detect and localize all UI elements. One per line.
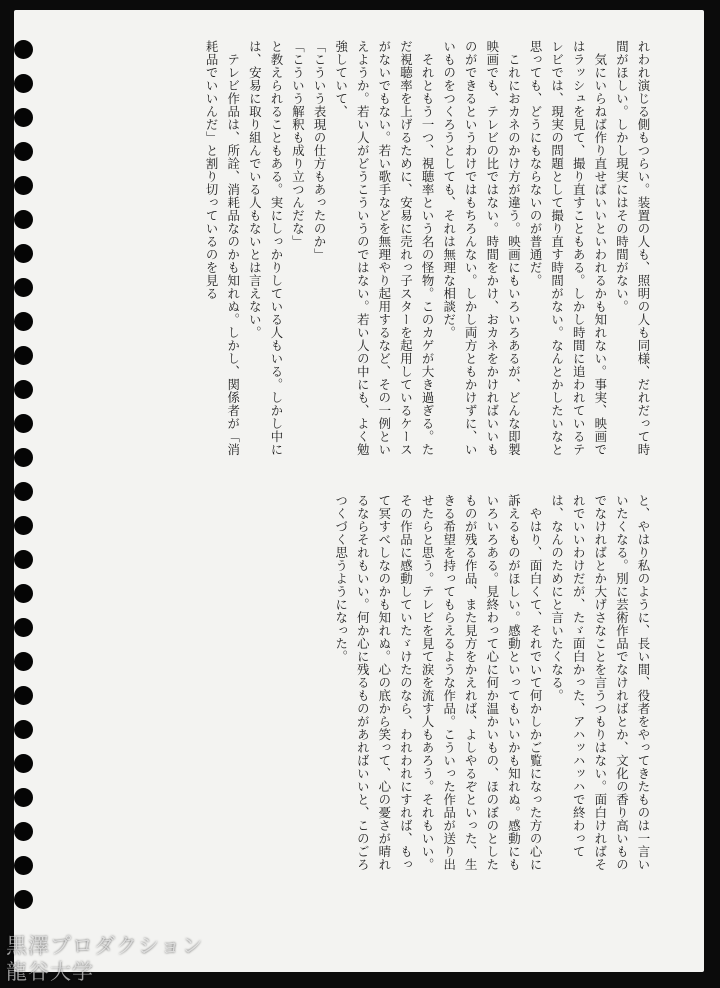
paragraph: テレビ作品は、所詮、消耗品なのかも知れぬ。しかし、関係者が「消耗品でいいんだ」と割り切っているのを見る [204,40,241,456]
binder-hole [14,788,33,807]
paragraph: れわれ演じる側もつらい。装置の人も、照明の人も同様、だれだって時間がほしい。しかし現実にはその時間がない。 [614,40,651,456]
binder-hole [14,856,33,875]
paragraph: やはり、面白くて、それでいて何かしかご覧になった方の心に訴えるものがほしい。感動といってもいいかも知れぬ。感動にもいろいろある。見終わって心に何か温かいもの、ほのぼのとしたものが残る作品、また見方をかえれば、よしやるぞといった、生きる希望を持ってもらえるような作品。こういった作品が送り出せたらと思う。テレビを見て涙を流す人もあろう。それもいい。その作品に感動していたゞけたのなら、われわれにすれば、もって冥すべしなのかも知れぬ。心の底から笑って、心の憂さが晴れるならそれもいい。何か心に残るものがあればいいと、このごろつくづく思うようになった。 [333,494,544,871]
binder-hole [14,210,33,229]
binder-hole [14,142,33,161]
watermark-ryukoku-university: 龍谷大学 [6,960,94,984]
quote-line: 「こういう解釈も成り立つんだな」 [290,40,306,248]
binder-hole [14,550,33,569]
binder-hole [14,312,33,331]
text-block-lower [333,494,654,874]
binder-hole [14,278,33,297]
paragraph: これにおカネのかけ方が違う。映画にもいろいろあるが、どんな即製映画でも、テレビの比ではない。時間をかけ、おカネをかければいいものができるというわけではもちろんない。しかし両方ともかけずに、いいものをつくろうとしても、それは無理な相談だ。 [441,40,522,456]
binder-hole [14,244,33,263]
binder-hole [14,346,33,365]
binder-hole [14,652,33,671]
paragraph: と、やはり私のように、長い間、役者をやってきたものは一言いいたくなる。別に芸術作品でなければとか、文化の香り高いものでなければとか大げさなことを言うつもりはない。面白ければそれでいいわけだが、たゞ面白かった、アハッハッハで終わっては、なんのためにと言いたくなる。 [549,494,651,871]
binder-hole [14,516,33,535]
binder-hole [14,448,33,467]
binder-hole [14,686,33,705]
watermark-kurosawa-production: 黒澤プロダクション [6,934,204,958]
binder-hole [14,482,33,501]
binder-hole [14,822,33,841]
binder-hole [14,584,33,603]
binder-hole [14,618,33,637]
binder-hole [14,176,33,195]
paragraph: それともう一つ、視聴率という名の怪物。このカゲが大き過ぎる。ただ視聴率を上げるために、安易に売れっ子スターを起用しているケースがないでもない。若い歌手などを無理やり起用するなど、その一例といえようか。若い人がどうこういうのではない。若い人の中にも、よく勉強していて、 [333,40,436,456]
binder-hole [14,414,33,433]
binder-holes [14,40,44,950]
binder-hole [14,108,33,127]
binder-hole [14,890,33,909]
binder-hole [14,74,33,93]
paragraph: 気にいらねば作り直せばいいといわれるかも知れない。事実、映画ではラッシュを見て、撮り直すこともある。しかし時間に追われているテレビでは、現実の問題として撮り直す時間がない。なんとかしたいなと思っても、どうにもならないのが普通だ。 [528,40,608,456]
binder-hole [14,720,33,739]
paragraph: と教えられることもある。実にしっかりしている人もいる。しかし中には、安易に取り組んでいる人もないとは言えない。 [247,40,284,456]
binder-hole [14,40,33,59]
binder-hole [14,754,33,773]
text-block-upper [156,40,654,460]
binder-hole [14,380,33,399]
quote-line: 「こういう表現の仕方もあったのか」 [312,40,328,261]
